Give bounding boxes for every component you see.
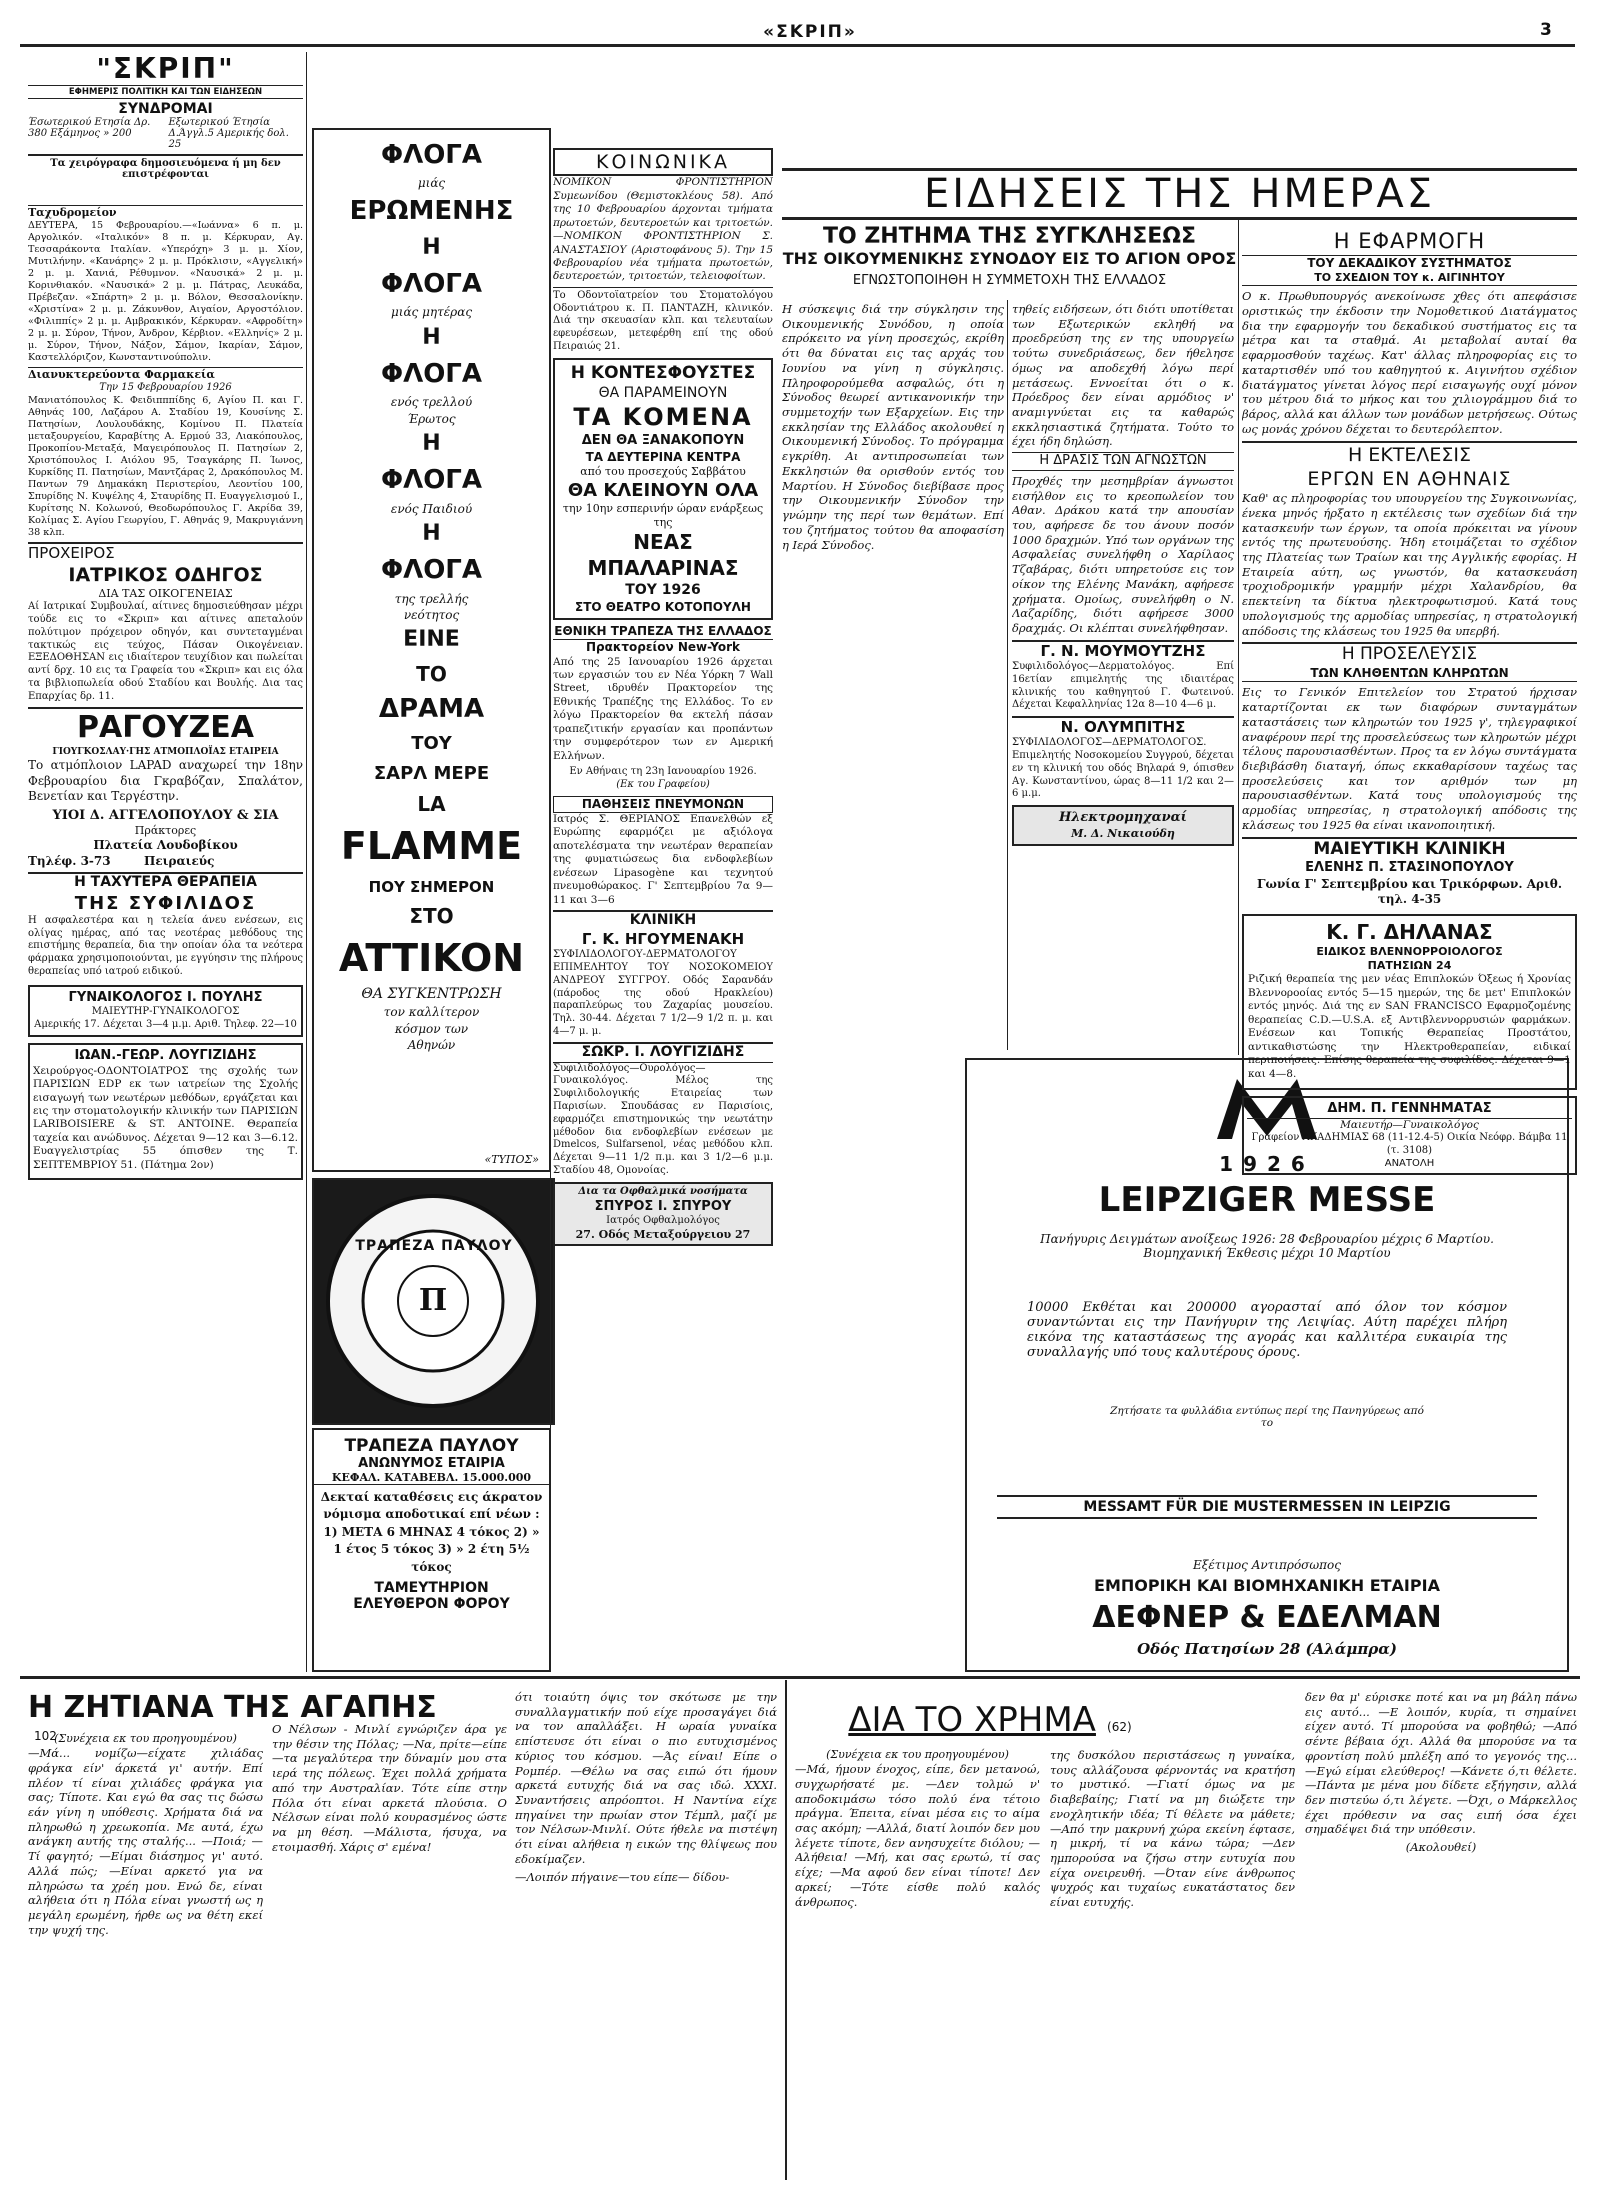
post-text: ΔΕΥΤΕΡΑ, 15 Φεβρουαρίου.—«Ιωάννα» 6 π. μ. Αργολικόν. «Ιταλικόν» 8 π. μ. Κέρκυραν, Αγ. Τεσσαράκοντα Ιταλίαν. «Υπερόχη» 3 μ. μ. Χίον, Μυτιλήνην. «Κανάρης» 2 μ. μ. Πρόκλισιν, «Αγγελική» 2 μ. μ. Χανιά, Ρέθυμνον. «Ναυσικά» 2 μ. μ. Κορινθιακόν. «Ναυσικά» 2 μ. μ. Πάτρας, Λευκάδα, Πρέβεζαν. «Σπάρτη» 2 μ. μ. Βόλον, Θεσσαλονίκην. «Χριστίνα» 2 μ. μ. Ζάκυνθον, Αιγαίον, Αργοστόλιον. «Φιλιππίς» 2 μ. μ. Αμβρακικόν, Κέρκυραν. «Αφροδίτη» 2 μ. μ. Σύρον, Τήνον, Άνδρον, Κέρβιον. «Ελληνίς» 2 μ. μ. Σύρον, Τήνον, Νάξον, Σάμον, Ικαρίαν, Σάμον, Καστελλόριζον, Κωνσταντινούπολιν.	[28, 220, 303, 363]
guide-label: ΠΡΟΧΕΙΡΟΣ	[28, 543, 115, 562]
leipzig-agent-name: ΔΕΦΝΕΡ & ΕΔΕΛΜΑΝ	[1092, 1600, 1442, 1635]
leipzig-text-3: Ζητήσατε τα φυλλάδια εντύπως περί της Πανηγύρεως από το	[1110, 1405, 1424, 1429]
floga-line: κόσμον των	[394, 1021, 469, 1036]
pharmacies-date: Την 15 Φεβρουαρίου 1926	[99, 381, 232, 393]
trapeza-text: Δεκταί καταθέσεις εις άκρατον νόμισμα αποδοτικαί επί νέων : 1) ΜΕΤΑ 6 ΜΗΝΑΣ 4 τόκος 2) » 1 έτος 5 τόκος 3) » 2 έτη 5½ τόκος	[320, 1490, 543, 1574]
app-subtitle-1: ΤΟΥ ΔΕΚΑΔΙΚΟΥ ΣΥΣΤΗΜΑΤΟΣ	[1242, 255, 1577, 271]
middle-column	[553, 148, 773, 1668]
maternity-subtitle: ΕΛΕΝΗΣ Π. ΣΤΑΣΙΝΟΠΟΥΛΟΥ	[1305, 860, 1514, 876]
floga-line: ενός τρελλού	[390, 395, 473, 410]
floga-line: της τρελλής	[394, 591, 469, 606]
gennimatas-subtitle: Μαιευτήρ—Γυναικολόγος	[1340, 1118, 1479, 1131]
social-text: ΝΟΜΙΚΟΝ ΦΡΟΝΤΙΣΤΗΡΙΟΝ Συμεωνίδου (Θεμιστοκλέους 58). Από της 10 Φεβρουαρίου άρχονται τμήματα πρωτοετών, δευτεροετών και τριτοετών. —ΝΟΜΙΚΟΝ ΦΡΟΝΤΙΣΤΗΡΙΟΝ Σ. ΑΝΑΣΤΑΣΙΟΥ (Αριστοφάνους 5). Την 15 Φεβρουαρίου νέα τμήματα πρωτοετών, δευτεροετών, τριτοετών, τελειοφοίτων.	[553, 176, 773, 283]
therapy-title: Η ΤΑΧΥΤΕΡΑ ΘΕΡΑΠΕΙΑ	[74, 873, 257, 890]
floga-line: ΣΤΟ	[409, 903, 454, 928]
floga-line: τον καλλίτερον	[383, 1005, 480, 1020]
floga-line: ΦΛΟΓΑ	[380, 140, 483, 170]
column-rule-3	[1238, 220, 1239, 1055]
ragouzea-title: ΡΑΓΟΥΖΕΑ	[76, 709, 254, 745]
moumoutzis-title: Γ. Ν. ΜΟΥΜΟΥΤΖΗΣ	[1012, 640, 1234, 661]
main-story-col-2	[1012, 302, 1234, 1062]
leipzig-text-2: 10000 Εκθέται και 200000 αγορασταί από όλον τον κόσμον συναντώνται εις την Πανήγυριν της Λειψίας. Αύτη παρέχει πλήρη εικόνα της καταστάσεως της αγοράς και καλλιτέρα ευκαιρία της συναλλαγής υπό τους καλυτέρους όρους.	[1027, 1300, 1507, 1360]
floga-lines	[314, 130, 549, 1053]
therapy-subtitle: ΤΗΣ ΣΥΦΙΛΙΔΟΣ	[74, 892, 257, 914]
pouli-title: ΓΥΝΑΙΚΟΛΟΓΟΣ Ι. ΠΟΥΛΗΣ	[68, 989, 263, 1005]
pouli-text: Αμερικής 17. Δέχεται 3—4 μ.μ. Αριθ. Τηλεφ. 22—10	[34, 1019, 297, 1031]
exec-subtitle: ΕΡΓΩΝ ΕΝ ΑΘΗΝΑΙΣ	[1307, 467, 1512, 490]
floga-line: μιάς μητέρας	[390, 305, 473, 320]
serial2-col-3	[1305, 1690, 1577, 2180]
trapeza-seal-text: ΤΡΑΠΕΖΑ ΠΑΥΛΟΥ	[355, 1238, 513, 1254]
eye-name: ΣΠΥΡΟΣ Ι. ΣΠΥΡΟΥ	[594, 1198, 732, 1214]
kontes-line-11: ΣΤΟ ΘΕΑΤΡΟ ΚΟΤΟΠΟΥΛΗ	[575, 599, 751, 614]
column-rule-2	[550, 140, 551, 1672]
olympitis-title: Ν. ΟΛΥΜΠΙΤΗΣ	[1012, 716, 1234, 737]
serial2-title-text: ΔΙΑ ΤΟ ΧΡΗΜΑ	[848, 1700, 1096, 1740]
floga-line: μιάς	[417, 176, 446, 191]
olympitis-text: ΣΥΦΙΛΙΔΟΛΟΓΟΣ—ΔΕΡΜΑΤΟΛΟΓΟΣ. Επιμελητής Νοσοκομείου Συγγρού, δέχεται εν τη κλινική του οδός Βηλαρά 9, όπισθεν Αγ. Κωνσταντίνου, ώρας 8—11 1/2 και 2—6 μ.μ.	[1012, 737, 1234, 800]
serial2-title	[795, 1700, 1185, 1740]
page-number: 3	[1540, 20, 1552, 40]
floga-line: ATTIKON	[338, 935, 525, 980]
moumoutzis-text: Συφιλιδολόγος—Δερματολόγος. Επί 16ετίαν επιμελητής της ιδιαιτέρας κλινικής του καθηγητού Γ. Φωτεινού. Δέχεται Κεφαλληνίας 12α 8—10 4—6 μ.	[1012, 660, 1234, 711]
call-subtitle: ΤΩΝ ΚΛΗΘΕΝΤΩΝ ΚΛΗΡΩΤΩΝ	[1242, 666, 1577, 682]
serial2-continued: (Συνέχεια εκ του προηγουμένου)	[826, 1748, 1009, 1761]
floga-line: Η	[422, 324, 441, 350]
guide-title: ΙΑΤΡΙΚΟΣ ΟΔΗΓΟΣ	[68, 563, 263, 586]
kontes-line-10: ΤΟΥ 1926	[625, 581, 701, 598]
bank-text: Από της 25 Ιανουαρίου 1926 άρχεται των εργασιών του εν Νέα Υόρκη 7 Wall Street, ιδρυθέν Πρακτορείον της Εθνικής Τραπέζης της Ελλάδος. Το εν λόγω Πρακτορείον θα εκτελή πάσαν τραπεζιτικήν εργασίαν και προπάντων την συμφερότερον των εν Αμερική Ελλήνων.	[553, 655, 773, 762]
main-story-col2-text: τηθείς ειδήσεων, ότι διότι υποτίθεται των Εξωτερικών εκληθή να προεδρεύση της εν της υπουργείω τούτω συνεδριάσεως, δεν ήθελησε όμως να αποδεχθή λόγω περί μετάσεως. Εννοείται ότι ο κ. Πρόεδρος δεν είναι αρμόδιος ν' αναμιγνύεται εις τα καθαρώς εκκλησιαστικά ζητήματα. Τούτο το έχει ήδη δηλώση.	[1012, 302, 1234, 449]
call-text: Εις το Γενικόν Επιτελείον του Στρατού ήρχισαν καταρτίζονται εκ των διαφόρων συνταγμάτων καταστάσεις των κληρωτών του 1925 γ', τηλεγραφικοί αναφέρουν περί της προσελεύσεως των κληρωτών μέχρι τέλους παρουσιασθέντων. Προς τα εν λόγω συντάγματα διεβιβάσθη διαταγή, όπως εκκαθαρίσουν ταχέως τας προσελεύσεις και τον αριθμόν των μη παρουσιασθέντων. Κατά τους υπολογισμούς της αρμοδίας υπηρεσίας, η στρατολογική απόδοσις της κλάσεως του 1925 θα είναι ικανοποιητική.	[1242, 685, 1577, 832]
bank-seal-icon	[314, 1180, 553, 1423]
leipzig-text-1: Πανήγυρις Δειγμάτων ανοίξεως 1926: 28 Φεβρουαρίου μέχρις 6 Μαρτίου. Βιομηχανική Έκθεσις μέχρι 10 Μαρτίου	[1040, 1232, 1494, 1260]
floga-line: ΦΛΟΓΑ	[380, 359, 483, 390]
kontes-line-1: Η ΚΟΝΤΕΣΦΟΥΣΤΕΣ	[570, 362, 756, 383]
trapeza-subtitle: ΑΝΩΝΥΜΟΣ ΕΤΑΙΡΙΑ	[358, 1456, 505, 1471]
running-head-title: «ΣΚΡΙΠ»	[763, 22, 857, 42]
therapy-text: Η ασφαλεστέρα και η τελεία άνευ ενέσεων, εις ολίγας ημέρας, από τας νεοτέρας μεθόδους της επιστήμης θεραπεία, δια την οποίαν όλα τα νεότερα φάρμακα χρησιμοποιούνται, με εγγύησιν της πλήρους θεραπείας υπό ιατρού ειδικού.	[28, 914, 303, 978]
kontes-line-2: ΘΑ ΠΑΡΑΜΕΙΝΟΥΝ	[598, 384, 728, 401]
leipzig-year: 1926	[1219, 1152, 1315, 1176]
maternity-title: ΜΑΙΕΥΤΙΚΗ ΚΛΙΝΙΚΗ	[1242, 837, 1577, 861]
floga-line: ΔΡΑΜΑ	[378, 693, 485, 724]
main-story-col-1	[782, 302, 1004, 1062]
leipzig-title: LEIPZIGER MESSE	[1098, 1180, 1436, 1220]
floga-line: ενός Παιδιού	[390, 501, 473, 516]
serial-divider	[20, 1676, 1580, 1679]
clinic-title: ΚΛΙΝΙΚΗ	[629, 912, 697, 929]
masthead-name: "ΣΚΡΙΠ"	[96, 52, 235, 85]
ragouzea-telephone: Τηλέφ. 3-73 Πειραιεύς	[28, 853, 215, 868]
running-head-rule	[20, 44, 1575, 47]
eye-address: 27. Οδός Μεταξούργειου 27	[575, 1228, 751, 1242]
post-title: Ταχυδρομείον	[28, 205, 303, 220]
news-banner	[782, 168, 1577, 220]
dental-text: Το Οδοντοϊατρείον του Στοματολόγου Οδοντιάτρου κ. Π. ΠΑΝΤΑΖΗ, κλινικόν. Διά την σκευασίαν κλπ. και τελευταίων εφευρέσεων, μετεφέρθη επί της οδού Πειραιώς 21.	[553, 287, 773, 354]
masthead-tagline: ΕΦΗΜΕΡΙΣ ΠΟΛΙΤΙΚΗ ΚΑΙ ΤΩΝ ΕΙΔΗΣΕΩΝ	[28, 85, 303, 99]
gennimatas-text: Γραφείον ΑΚΑΔΗΜΙΑΣ 68 (11-12.4-5) Οικία Νεόφρ. Βάμβα 11 (τ. 3108)	[1251, 1132, 1568, 1156]
column-rule-4	[1007, 300, 1008, 1050]
news-banner-title: ΕΙΔΗΣΕΙΣ ΤΗΣ ΗΜΕΡΑΣ	[914, 171, 1445, 217]
trapeza-footer-2: ΕΛΕΥΘΕΡΟΝ ΦΟΡΟΥ	[353, 1595, 510, 1612]
floga-line: ΦΛΟΓΑ	[380, 269, 483, 300]
dilanas-subtitle: ΕΙΔΙΚΟΣ ΒΛΕΝΝΟΡΡΟΙΟΛΟΓΟΣ	[1316, 945, 1503, 959]
subscriptions-title: ΣΥΝΔΡΟΜΑΙ	[118, 101, 213, 117]
leipzig-address: Οδός Πατησίων 28 (Αλάμπρα)	[1137, 1640, 1397, 1658]
trapeza-footer-1: ΤΑΜΕΥΤΗΡΙΟΝ	[374, 1579, 489, 1596]
serial2-number: (62)	[1107, 1720, 1132, 1734]
sokr-text: Συφιλιδολόγος—Ουρολόγος—Γυναικολόγος. Μέλος της Συφιλιδολογικής Εταιρείας των Παρισίων. Σπουδάσας εν Παρισίοις, εφαρμόζει επιστημονικώς την νεωτάτην μέθοδον δια ενδοφλεβίων ενέσεων με Dmelcos, Sulfarsenol, νέας μεθόδου κλπ. Δέχεται 9—11 1/2 π.μ. και 3 1/2—6 μ.μ. Σταδίου 48, Ομονοίας.	[553, 1062, 773, 1177]
social-title: ΚΟΙΝΩΝΙΚΑ	[553, 148, 773, 176]
ragouzea-text: Το ατμόπλοιον LAPAD αναχωρεί την 18ην Φεβρουαρίου δια Γκραβόζαν, Σπαλάτον, Βενετίαν και Τεργέστην.	[28, 758, 303, 804]
serial2-col3-text: δεν θα μ' εύρισκε ποτέ και να μη βάλη πάνω εις αυτό... —Ε λοιπόν, κυρία, τι σημαίνει είχεν αυτό. Τί μπορούσα να φοβηθώ; —Από σέντε βέβαια όχι. Αλλά θα μπορούσε να τα φροντίση πολύ μπλέξη από το γεγονός της... —Εγώ είμαι ελεύθερος! —Κάνετε ό,τι θέλετε. —Πάντα με μένα μου δίδετε εξήγησιν, αλλά δεν πιστεύω ό,τι λέγετε. —Όχι, ο Μάρκελλος έχει πρόθεσιν να σας ειπή όσα έχει σημαδέψει διά την υπόθεσιν.	[1305, 1690, 1577, 1837]
bank-title: ΕΘΝΙΚΗ ΤΡΑΠΕΖΑ ΤΗΣ ΕΛΛΑΔΟΣ	[553, 624, 773, 640]
dilanas-title: Κ. Γ. ΔΗΛΑΝΑΣ	[1326, 919, 1493, 944]
trapeza-title: ΤΡΑΠΕΖΑ ΠΑΥΛΟΥ	[344, 1436, 519, 1456]
guide-subtitle: ΔΙΑ ΤΑΣ ΟΙΚΟΓΕΝΕΙΑΣ	[98, 587, 233, 601]
serial2-continues: (Ακολουθεί)	[1405, 1840, 1477, 1855]
trapeza-seal	[312, 1178, 555, 1425]
leipzig-agent-label: Εξέτιμος Αντιπρόσωπος	[1193, 1558, 1341, 1572]
floga-line: FLAMME	[340, 824, 523, 869]
guide-text: Αί Ιατρικαί Συμβουλαί, αίτινες δημοσιεύθησαν μέχρι τούδε εις το «Σκριπ» και αίτινες απεταλούν πολύτιμον πρόχειρον οδηγόν, και συντεταγμέναι τακτικώς εις τεύχος, Πάσαν Οικογένειαν. ΕΞΕΔΟΘΗΣΑΝ εις ιδιαίτερον τευχίδιον και πωλείται αντί δρχ. 10 εις τα Γραφεία του «Σκριπ» και εις όλα τα βιβλιοπωλεία οδού Σταδίου και Βουλής. Δια τας Επαρχίας δρ. 11.	[28, 601, 303, 702]
floga-line: ΦΛΟΓΑ	[380, 555, 483, 586]
eye-title: Δια τα Οφθαλμικά νοσήματα	[578, 1185, 748, 1197]
serial1-continued: (Συνέχεια εκ του προηγουμένου)	[54, 1732, 237, 1745]
maternity-text: Γωνία Γ' Σεπτεμβρίου και Τρικόρφων. Αριθ. τηλ. 4-35	[1257, 876, 1562, 907]
pouli-subtitle: ΜΑΙΕΥΤΗΡ-ΓΥΝΑΙΚΟΛΟΓΟΣ	[91, 1006, 240, 1018]
bank-subtitle: Πρακτορείον New-York	[585, 640, 741, 655]
exec-title: Η ΕΚΤΕΛΕΣΙΣ	[1242, 441, 1577, 467]
dilanas-address: ΠΑΤΗΣΙΩΝ 24	[1367, 959, 1452, 973]
left-column	[28, 205, 303, 1670]
app-title: Η ΕΦΑΡΜΟΓΗ	[1333, 229, 1486, 253]
subscriptions-exterior: Εξωτερικού Έτησία Δ.Άγγλ.5 Αμερικής δολ. 25	[168, 117, 289, 150]
right-column	[1242, 228, 1577, 1668]
kontes-line-5: ΤΑ ΔΕΥΤΕΡΙΝΑ ΚΕΝΤΡΑ	[585, 449, 741, 464]
kontes-line-3: ΤΑ ΚΟΜΕΝΑ	[573, 403, 753, 432]
serial1-col-1	[28, 1732, 263, 2182]
floga-line: Έρωτος	[407, 411, 456, 426]
elec-title: Ηλεκτρομηχαναί	[1059, 810, 1187, 826]
ragouzea-subtitle: ΓΙΟΥΓΚΟΣΛΑΥ·ΓΗΣ ΑΤΜΟΠΛΟΪΑΣ ΕΤΑΙΡΕΙΑ	[52, 746, 279, 757]
floga-line: Η	[422, 234, 441, 260]
masthead	[28, 52, 303, 202]
main-story-sub-2: Η ΔΡΑΣΙΣ ΤΩΝ ΑΓΝΩΣΤΩΝ	[1012, 452, 1234, 471]
floga-line: ΦΛΟΓΑ	[380, 465, 483, 496]
clinic-name: Γ. Κ. ΗΓΟΥΜΕΝΑΚΗ	[581, 930, 745, 949]
floga-line: ΤΟΥ	[411, 733, 452, 754]
floga-line: Η	[422, 521, 441, 547]
main-story-header	[782, 224, 1237, 314]
floga-line: ΣΑΡΛ ΜΕΡΕ	[373, 762, 490, 784]
kontes-line-9: ΝΕΑΣ ΜΠΑΛΑΡΙΝΑΣ	[587, 530, 739, 581]
serial2-col-2	[1050, 1748, 1295, 2178]
column-rule-1	[306, 52, 307, 1672]
serial1-col3-end: —Λοιπόν πήγαινε—του είπε— δίδου-	[515, 1869, 730, 1884]
gennimatas-footer: ΑΝΑΤΟΛΗ	[1384, 1157, 1435, 1169]
kontes-line-8: την 10ην εσπερινήν ώραν ενάρξεως της	[562, 502, 764, 530]
serial1-col1-text: —Μά... νομίζω—είχατε χιλιάδας φράγκα είν' άρκετά γι' αυτήν. Επί πλέον τί είναι χιλιάδες φράγκα για σας; Τίποτε. Και εγώ θα σας τις δώσω εάν γίνη η υπόθεσις. Χρήματα διά να πληρωθώ η χρεωκοπία. Με αυτά, έχω ανάγκη αυτής της σταλής... —Ποιά; —Τί φαγητό; —Είμαι διάσημος γι' αυτό. Αλλά πώς; —Είναι αρκετό για να πληρώσω τα χρέη μου. Ενώ δε, είναι αλήθεια ότι η Πόλα είναι γνωστή ως η μεγάλη ερωμένη, ήρθε ως να θέτη εκεί την ψυχή της.	[28, 1746, 263, 1937]
main-story-head-1: ΤΟ ΖΗΤΗΜΑ ΤΗΣ ΣΥΓΚΛΗΣΕΩΣ	[822, 224, 1197, 249]
floga-line: νεότητος	[403, 608, 460, 623]
main-story-head-2: ΤΗΣ ΟΙΚΟΥΜΕΝΙΚΗΣ ΣΥΝΟΔΟΥ ΕΙΣ ΤΟ ΑΓΙΟΝ ΟΡΟΣ	[782, 249, 1237, 268]
floga-line: ΕΡΩΜΕΝΗΣ	[349, 195, 514, 226]
floga-footer: «ΤΥΠΟΣ»	[484, 1153, 539, 1166]
trapeza-ad	[312, 1428, 551, 1672]
serial1-col-2	[272, 1722, 507, 2182]
main-story-col1-text: Η σύσκεψις διά την σύγκλησιν της Οικουμενικής Συνόδου, η οποία επρόκειτο να γίνη προσεχώς, εκρίθη ότι θα δύναται εις τας αρχάς του Ιουνίου να γίνη η σύγκλησις. Πληροφορούμεθα ασφαλώς, ότι η Σύνοδος θεωρεί αντικανονικήν την συμμετοχήν των Εξαρχείων. Εις την εκκλησίαν της Ελλάδος ακολουθεί η Οικουμενική Σύνοδος. Το πρόγραμμα εγκρίθη. Αι αντιπροσωπείαι των Εκκλησιών θα ορισθούν εντός του Μαρτίου. Η Σύνοδος διεβίβασε προς την Οικουμενικήν Σύνοδον την γνώμην της περί των θεμάτων. Επί του ζητήματος τούτου θα αποφασίση η Ιερά Σύνοδος.	[782, 302, 1004, 552]
masthead-note: Τα χειρόγραφα δημοσιευόμενα ή μη δεν επιστρέφονται	[28, 154, 303, 180]
eye-text: Ιατρός Οφθαλμολόγος	[606, 1215, 720, 1227]
serial2-col-1	[795, 1748, 1040, 2178]
kontes-line-6: από του προσεχούς Σαββάτου	[580, 465, 746, 479]
serial1-col-3	[515, 1690, 777, 2170]
leipzig-agent-company: ΕΜΠΟΡΙΚΗ ΚΑΙ ΒΙΟΜΗΧΑΝΙΚΗ ΕΤΑΙΡΙΑ	[1094, 1576, 1440, 1595]
floga-ad	[312, 128, 551, 1172]
ragouzea-agents-label: Πράκτορες	[134, 824, 197, 838]
serial1-col3-text: ότι τοιαύτη όψις τον σκότωσε με την συναλλαγματικήν πού είχε προσαγάγει διά να τον απαλλάξει. Η ωραία γυναίκα επίστευσε ότι είναι ο πιο ευτυχισμένος κύριος του κόσμου. —Άς είναι! Είπε ο Ρομπέρ. —Θέλω να σας ειπώ ότι ήμουν αρκετά ευτυχής διά να σας ιδώ. XXXI. Συναντήσεις απρόοπτοι. Η Ναντίνα είχε πηγαίνει την πρωίαν στον Τέμπλ, μαζί με τον Νέλσων-Μινλί. Ούτε ήθελε να πιστέψη ότι είναι αλήθεια η εικών της θλίψεως που εδοκίμαζεν.	[515, 1690, 777, 1866]
leipzig-office: MESSAMT FÜR DIE MUSTERMESSEN IN LEIPZIG	[997, 1495, 1537, 1519]
serial-vertical-rule	[785, 1680, 787, 2180]
floga-line: Η	[422, 431, 441, 457]
call-title: Η ΠΡΟΣΕΛΕΥΣΙΣ	[1242, 642, 1577, 666]
pneumon-title: ΠΑΘΗΣΕΙΣ ΠΝΕΥΜΟΝΩΝ	[553, 796, 773, 813]
trapeza-capital: ΚΕΦΑΛ. ΚΑΤΑΒΕΒΛ. 15.000.000	[314, 1471, 549, 1485]
bank-date: Εν Αθήναις τη 23η Ιανουαρίου 1926.	[569, 766, 757, 778]
kontes-line-4: ΔΕΝ ΘΑ ΞΑΝΑΚΟΠΟΥΝ	[581, 433, 745, 449]
clinic-text: ΣΥΦΙΛΙΔΟΛΟΓΟΥ-ΔΕΡΜΑΤΟΛΟΓΟΥ ΕΠΙΜΕΛΗΤΟΥ ΤΟΥ ΝΟΣΟΚΟΜΕΙΟΥ ΑΝΔΡΕΟΥ ΣΥΓΓΡΟΥ. Οδός Σαρανδάν (πάροδος της οδού Ηρακλείου) παραπλεύρως του Ζαχαρίας μουσείου. Τηλ. 30-44. Δέχεται 7 1/2—9 1/2 π. μ. και 4—7 μ. μ.	[553, 949, 773, 1037]
floga-line: ΕΙΝΕ	[403, 627, 460, 653]
elec-subtitle: Μ. Δ. Νικαιούδη	[1071, 826, 1175, 840]
ragouzea-address: Πλατεία Λουδοβίκου	[93, 838, 238, 853]
floga-line: LA	[417, 792, 446, 817]
exec-text: Καθ' ας πληροφορίας του υπουργείου της Συγκοινωνίας, ένεκα μηνός ήρξατο η εκτέλεσις των σχεδίων διά την κατασκευήν των έργων, τα οποία πρόκειται να γίνουν εντός της πρωτευούσης. Ήδη ετοιμάζεται το σχέδιον της Πλατείας των Τραίων και της Αγγλικής εφορίας. Η Εταιρεία αύτη, ως γνωστόν, θα κατασκευάση τροχιοδρομικήν γραμμήν μέχρι Χαλανδρίου, θα επεκτείνη τα δίκτυα ηλεκτροφωτισμού. Κατά τους υπολογισμούς της αρμοδίας υπηρεσίας, η στρατολογική απόδοσις της κλάσεως του 1925 θα υπερβή.	[1242, 491, 1577, 638]
serial1-col2-text: Ο Νέλσων - Μινλί εγνώριζεν άρα γε την θέσιν της Πόλας; —Να, πρίτε—είπε—τα μεγαλύτερα την δύναμίν μου στα ιερά της πόλεως. Έχει πολλά χρήματα από την Αυστραλίαν. Τότε είπε στην Πόλα ότι είναι αρκετά πλούσια. Ο Νέλσων είναι πολύ κουρασμένος ώστε να μη θέση. —Μάλιστα, ήσυχα, να ετοιμασθή. Χάρις σ' εμένα!	[272, 1722, 507, 1854]
subscriptions-interior: Έσωτερικού Ετησία Δρ. 380 Εξάμηνος » 200	[28, 117, 151, 139]
gennimatas-title: ΔΗΜ. Π. ΓΕΝΝΗΜΑΤΑΣ	[1247, 1101, 1572, 1119]
main-story-col2b-text: Προχθές την μεσημβρίαν άγνωστοι εισήλθον εις το κρεοπωλείον του Αθαν. Δράκου κατά την απουσίαν του, αφήρεσε δε του άνουν ποσόν 1000 δραχμών. Υπό των οργάνων της Ασφαλείας συνελήφθη ο Χαρίλαος Τζαβάρας, διότι υπηρετούσε εις τον οίκον της Ελένης Μανάκη, αφήρεσε χρήματα. Ομοίως, συνελήφθη ο Ν. Λαζαρίδης, διότι αφήρεσε 3000 δραχμάς. Οι κλέπται συνελήφθησαν.	[1012, 473, 1234, 635]
kontes-line-7: ΘΑ ΚΛΕΙΝΟΥΝ ΟΛΑ	[567, 480, 759, 502]
floga-line: ΠΟΥ ΣΗΜΕΡΟΝ	[368, 877, 495, 896]
main-story-head-3: ΕΓΝΩΣΤΟΠΟΙΗΘΗ Η ΣΥΜΜΕΤΟΧΗ ΤΗΣ ΕΛΛΑΔΟΣ	[852, 273, 1167, 288]
floga-line: Αθηνών	[407, 1037, 456, 1052]
louyizidis-title: ΙΩΑΝ.-ΓΕΩΡ. ΛΟΥΓΙΖΙΔΗΣ	[74, 1048, 257, 1064]
sokr-title: ΣΩΚΡ. Ι. ΛΟΥΓΙΖΙΔΗΣ	[553, 1042, 773, 1063]
louyizidis-text: Χειρούργος-ΟΔΟΝΤΟΙΑΤΡΟΣ της σχολής των ΠΑΡΙΣΙΩΝ EDP εκ των ιατρείων της Σχολής εισαγωγή των νεωτέρων μεθόδων, εργάζεται και εις την στοματολογικήν κλινικήν των ΠΑΡΙΣΙΩΝ LARIBOISIERE & ST. ANTOINE. Θεραπεία ταχεία και ανώδυνος. Δέχεται 9—12 και 3—6.12. Ευαγγελιστρίας 55 όπισθεν της Τ. ΣΕΠΤΕΜΒΡΙΟΥ 51. (Πάτημα 2ον)	[33, 1064, 298, 1171]
floga-line: ΘΑ ΣΥΓΚΕΝΤΡΩΣΗ	[361, 986, 502, 1003]
serial2-col1-text: —Μά, ήμουν ένοχος, είπε, δεν μετανοώ, συγχωρήσατέ με. —Δεν τολμώ ν' αποδοκιμάσω τόσο πολύ ένα τέτοιο πράγμα. Έπειτα, είναι μέσα εις το αίμα σας ακόμη; —Αλλά, διατί λοιπόν δεν μου λέγετε τίποτε, δεν ανησυχείτε διόλου; —Αλήθεια! —Μή, και σας ερωτώ, τί σας είχε; —Μα αφού δεν είναι τίποτε! Δεν αρκεί; —Τότε είσθε πολύ καλός άνθρωπος.	[795, 1762, 1040, 1909]
ragouzea-agents: ΥΙΟΙ Δ. ΑΓΓΕΛΟΠΟΥΛΟΥ & ΣΙΑ	[52, 807, 279, 823]
app-subtitle-2: ΤΟ ΣΧΕΔΙΟΝ ΤΟΥ κ. ΑΙΓΙΝΗΤΟΥ	[1242, 271, 1577, 286]
pharmacies-text: Μανιατόπουλος Κ. Φειδιπππίδης 6, Αγίου Π. και Γ. Αθηνάς 100, Λαζάρου Α. Σταδίου 19, Κουσίνης Σ. Πατησίων, Λουλουδάκης, Κομίνου Π. Πλατεία μεταξουργείου, Καραβίτης Α. Ερμού 33, Λιακόπουλος, Προκοπίου-Μεταξά, Μαγειρόπουλος Π. Πατησίων 2, Χριστόπουλος Ι. Αιόλου 95, Τσαγκάρης Π. Ίωνος, Κυρκίδης Π. Πατησίων, Μαντζάρας 2, Δρακόπουλος Μ. Παντων 79 Δημακάκη Περιστερίου, Λεοντίου 100, Σπυρίδης Ν. Κυψέλης 4, Σταυρίδης Π. Ευαγγελισμού Ι., Κυρίτσης Ν. Κολωνού, Θεοδωρόπουλος Γ. Ακρίδα 39, Κολίμας Σ. Αγίου Γεωργίου, Γ. Αθηνάς 9, Μακρυγιάννη 38 κλπ.	[28, 394, 303, 538]
app-text: Ο κ. Πρωθυπουργός ανεκοίνωσε χθες ότι απεφάσισε οριστικώς την έκδοσιν την Νομοθετικού Διατάγματος δια την εφαρμογήν του δεκαδικού συστήματος εις τα μέτρα και τα σταθμά. Αι μεταβολαί αυταί θα εφαρμοσθούν ταχέως. Κατ' άλλας πληροφορίας εις το καταρτισθέν υπό του καθηγητού κ. Αιγινήτου σχέδιον διατάγματος γίνεται λόγος περί εισαγωγής ουχί μόνον του μέτρου διά το μήκος και του χιλιογράμμου διά το βάρος, αλλά και άλλων των μονάδων μετρήσεως. Ούτως ως μονάς χρόνου δέχεται το δευτερόλεπτον.	[1242, 289, 1577, 436]
pharmacies-title: Διανυκτερεύοντα Φαρμακεία	[28, 367, 303, 382]
svg-text:Π: Π	[418, 1283, 448, 1318]
serial2-col2-text: της δυσκόλου περιστάσεως η γυναίκα, τους αλλάζουσα φέρνοντάς να κρατήση το μυστικό. —Γιατί όμως να με διαβεβαίης; Γιατί να μη διώξετε την ενοχλητικήν ιδέα; Τί θέλετε να μάθετε; —Από την μακρυνή χώρα εκείνη έφτασε, η μικρή, τί να κάνω τώρα; —Δεν ημπορούσα να ζήσω στην ευτυχία που είχα ονειρευθή. —Όταν είνε άνθρωπος ψυχρός και τυχαίως ευκατάστατος δεν είναι ευτυχής.	[1050, 1748, 1295, 1910]
dilanas-text: Ριζική θεραπεία της μεν νέας Επιπλοκών Όξεως ή Χρονίας Βλεννοροοίας εντός 5—15 ημερών, της δε μετ' Επιπλοκών εντός μηνός. Διά της εν SAN FRANCISCO Εφαρμοζομένης θεραπείας C.D.—U.S.A. εξ Αντιβλεννορρυσιών φαρμάκων. Ενέσεων και Τοπικής Θεραπείας Προστάτου, αντικαθιστώσης την Ηλεκτροθεραπείαν, ειδικαί περιποιήσεις. Επίσης θεραπεία της συφιλίδος. Δέχεται 9—1 και 4—8.	[1248, 973, 1571, 1080]
serial1-title-text: Η ΖΗΤΙΑΝΑ ΤΗΣ ΑΓΑΠΗΣ	[28, 1690, 437, 1725]
pneumon-text: Ιατρός Σ. ΘΕΡΙΑΝΟΣ Επανελθών εξ Ευρώπης εφαρμόζει με αξιόλογα αποτελέσματα την νεωτέραν θεραπείαν της φυματιώσεως δια ενδοφλεβίων ενέσεων Lipasogène και τεχνητού πνευμοθώρακος. Γ' Σεπτεμβρίου 7α 9—11 και 3—6	[553, 813, 773, 906]
bank-sign: (Εκ του Γραφείου)	[616, 778, 710, 790]
serial1-number: 102	[34, 1729, 57, 1743]
floga-line: ΤΟ	[416, 661, 447, 686]
